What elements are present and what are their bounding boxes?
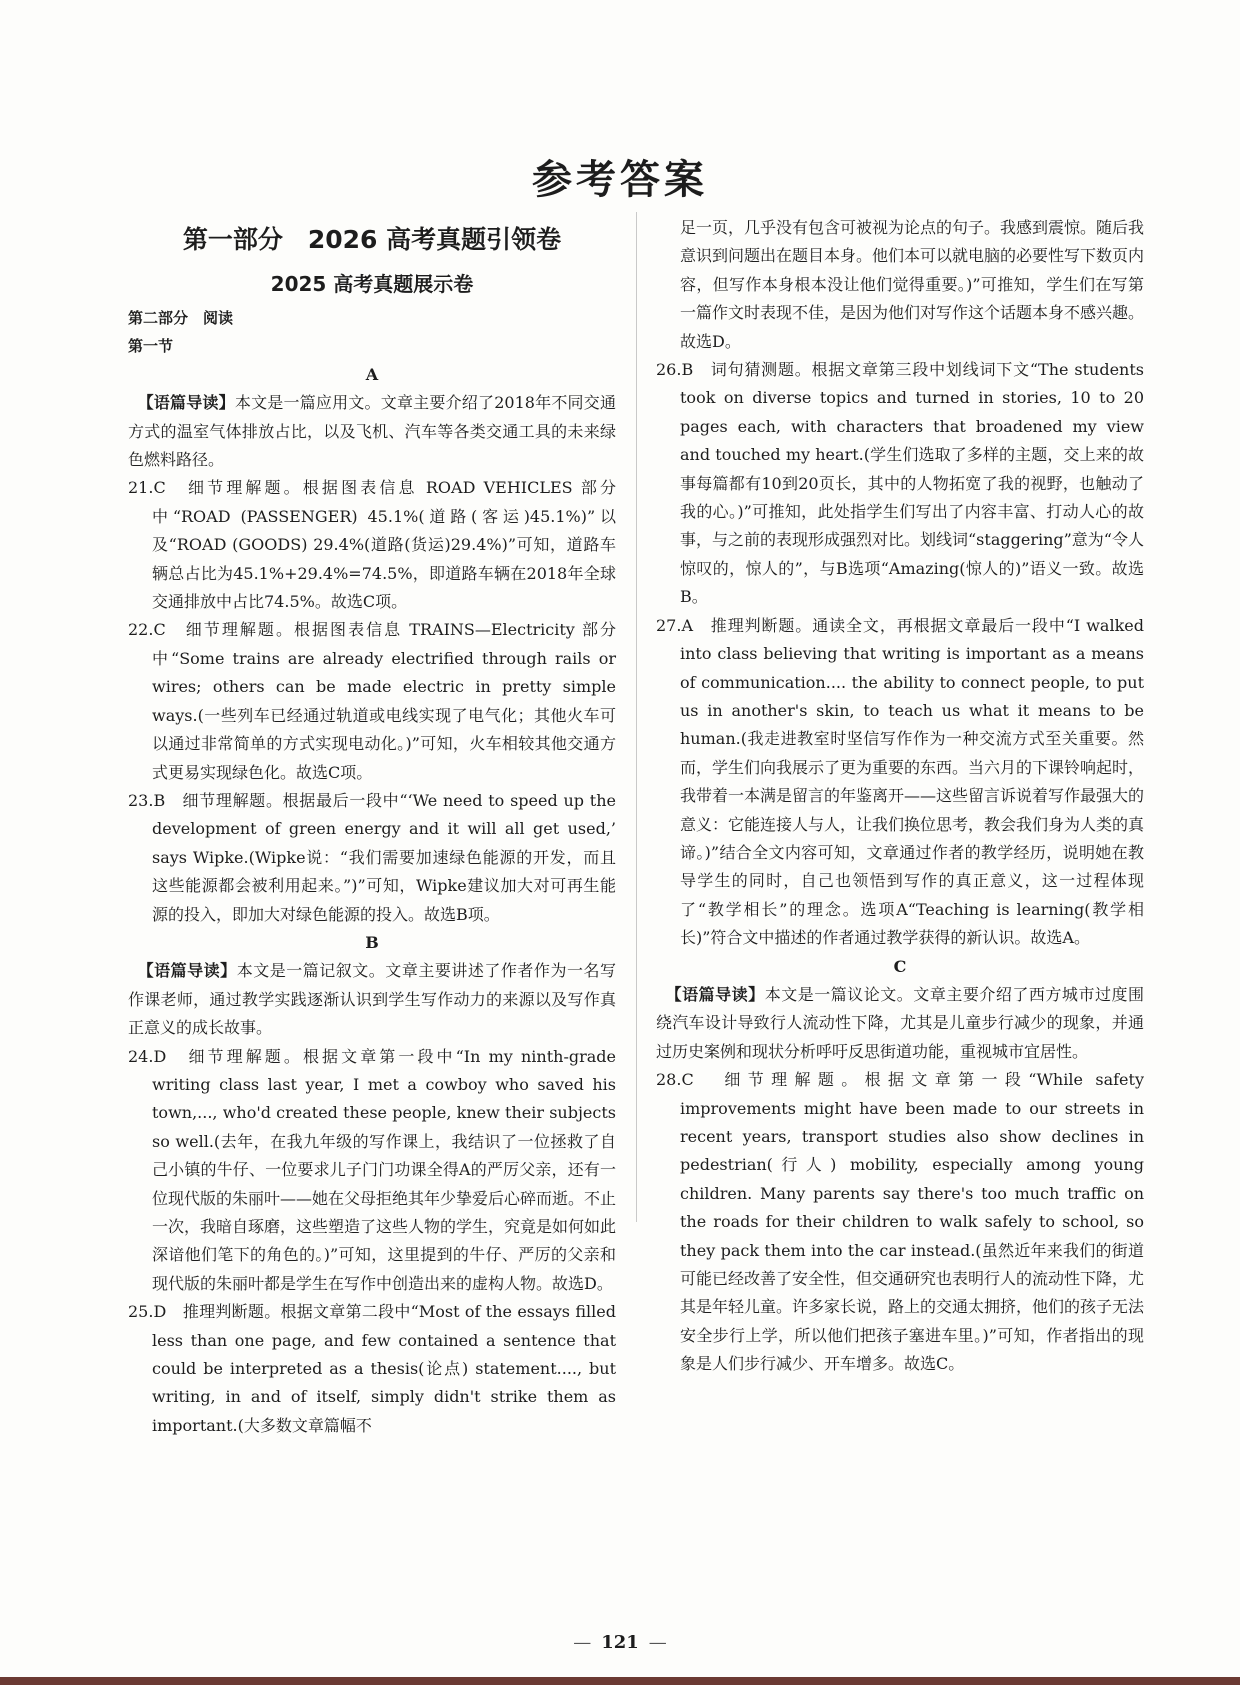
answer-25-part1: 25.D 推理判断题。根据文章第二段中“Most of the essays filled less than one page, and few contained a sentence that could be interpreted as a thesis(论点) statement...., but writing, in and of itself, simply didn't strike them as important.(大多数文章篇幅不 xyxy=(128,1302,616,1435)
passage-b-letter: B xyxy=(365,932,379,952)
intro-text: 本文是一篇记叙文。文章主要讲述了作者作为一名写作课老师，通过教学实践逐渐认识到学生写作动力的来源以及写作真正意义的成长故事。 xyxy=(128,961,616,1038)
intro-text: 本文是一篇应用文。文章主要介绍了2018年不同交通方式的温室气体排放占比，以及飞机、汽车等各类交通工具的未来绿色燃料路径。 xyxy=(128,393,616,470)
subsection-heading: 第一节 xyxy=(128,337,174,356)
answer-27: 27.A 推理判断题。通读全文，再根据文章最后一段中“I walked into class believing that writing is important as a means of communication.... the ability to connect people, to put us in another's skin, to teach us what it means to be human.(我走进教室时坚信写作作为一种交流方式至关重要。然而，学生们向我展示了更为重要的东西。当六月的下课铃响起时，我带着一本满是留言的年鉴离开——这些留言诉说着写作最强大的意义：它能连接人与人，让我们换位思考，教会我们身为人类的真谛。)”结合全文内容可知，文章通过作者的教学经历，说明她在教导学生的同时，自己也领悟到写作的真正意义，这一过程体现了“教学相长”的理念。选项A“Teaching is learning(教学相长)”符合文中描述的作者通过教学获得的新认识。故选A。 xyxy=(656,615,1145,948)
passage-c-intro xyxy=(656,981,1144,1066)
section-heading: 第二部分 阅读 xyxy=(128,309,234,327)
left-column xyxy=(128,222,616,1440)
sub-title: 2025 高考真题展示卷 xyxy=(270,272,474,296)
intro-tag: 【语篇导读】 xyxy=(665,984,765,1004)
answer-26: 26.B 词句猜测题。根据文章第三段中划线词下文“The students took on diverse topics and turned in stories, 10 to 20 pages each, with characters that broadened my view and touched my heart.(学生们选取了多样的主题，交上来的故事每篇都有10到20页长，其中的人物拓宽了我的视野，也触动了我的心。)”可推知，此处指学生们写出了内容丰富、打动人心的故事，与之前的表现形成强烈对比。划线词“staggering”意为“令人惊叹的，惊人的”，与B选项“Amazing(惊人的)”语义一致。故选B。 xyxy=(656,360,1144,607)
column-divider xyxy=(636,212,637,1222)
passage-a-intro xyxy=(128,389,616,474)
answer-21: 21.C 细节理解题。根据图表信息 ROAD VEHICLES 部分中“ROAD (PASSENGER) 45.1%(道路(客运)45.1%)”以及“ROAD (GOODS) 29.4%(道路(货运)29.4%)”可知，道路车辆总占比为45.1%+29.4%=74.5%，即道路车辆在2018年全球交通排放中占比74.5%。故选C项。 xyxy=(128,478,616,612)
intro-tag: 【语篇导读】 xyxy=(137,393,235,413)
answer-22: 22.C 细节理解题。根据图表信息 TRAINS—Electricity 部分中“Some trains are already electrified through rails or wires; others can be made electric in pretty simple ways.(一些列车已经通过轨道或电线实现了电气化；其他火车可以通过非常简单的方式实现电动化。)”可知，火车相较其他交通方式更易实现绿色化。故选C项。 xyxy=(128,620,616,782)
page-bottom-edge xyxy=(0,1677,1240,1685)
page-title: 参考答案 xyxy=(532,157,708,203)
page-number: — 121 — xyxy=(573,1632,667,1653)
right-column xyxy=(656,214,1144,1379)
passage-c-letter: C xyxy=(893,956,907,976)
passage-b-intro xyxy=(128,957,616,1042)
passage-a-letter: A xyxy=(365,364,379,384)
intro-text: 本文是一篇议论文。文章主要介绍了西方城市过度围绕汽车设计导致行人流动性下降，尤其是儿童步行减少的现象，并通过历史案例和现状分析呼吁反思街道功能，重视城市宜居性。 xyxy=(656,984,1144,1061)
page-number-value: 121 xyxy=(601,1632,639,1653)
answer-24: 24.D 细节理解题。根据文章第一段中“In my ninth-grade writing class last year, I met a cowboy who saved his town,..., who'd created these people, knew their subjects so well.(去年，在我九年级的写作课上，我结识了一位拯救了自己小镇的牛仔、一位要求儿子门门功课全得A的严厉父亲，还有一位现代版的朱丽叶——她在父母拒绝其年少挚爱后心碎而逝。不止一次，我暗自琢磨，这些塑造了这些人物的学生，究竟是如何如此深谙他们笔下的角色的。)”可知，这里提到的牛仔、严厉的父亲和现代版的朱丽叶都是学生在写作中创造出来的虚构人物。故选D。 xyxy=(128,1046,617,1293)
part-title: 第一部分 2026 高考真题引领卷 xyxy=(182,225,562,254)
intro-tag: 【语篇导读】 xyxy=(137,961,237,981)
answer-23: 23.B 细节理解题。根据最后一段中“‘We need to speed up the development of green energy and it will all get used,’ says Wipke.(Wipke说：“我们需要加速绿色能源的开发，而且这些能源都会被利用起来。”)”可知，Wipke建议加大对可再生能源的投入，即加大对绿色能源的投入。故选B项。 xyxy=(128,790,616,924)
answer-25-part2: 足一页，几乎没有包含可被视为论点的句子。我感到震惊。随后我意识到问题出在题目本身。他们本可以就电脑的必要性写下数页内容，但写作本身根本没让他们觉得重要。)”可推知，学生们在写第一篇作文时表现不佳，是因为他们对写作这个话题本身不感兴趣。故选D。 xyxy=(680,218,1145,351)
answer-28: 28.C 细节理解题。根据文章第一段“While safety improvements might have been made to our streets in recent years, transport studies also show declines in pedestrian(行人) mobility, especially among young children. Many parents say there's too much traffic on the roads for their children to walk safely to school, so they pack them into the car instead.(虽然近年来我们的街道可能已经改善了安全性，但交通研究也表明行人的流动性下降，尤其是年轻儿童。许多家长说，路上的交通太拥挤，他们的孩子无法安全步行上学，所以他们把孩子塞进车里。)”可知，作者指出的现象是人们步行减少、开车增多。故选C。 xyxy=(656,1070,1145,1374)
